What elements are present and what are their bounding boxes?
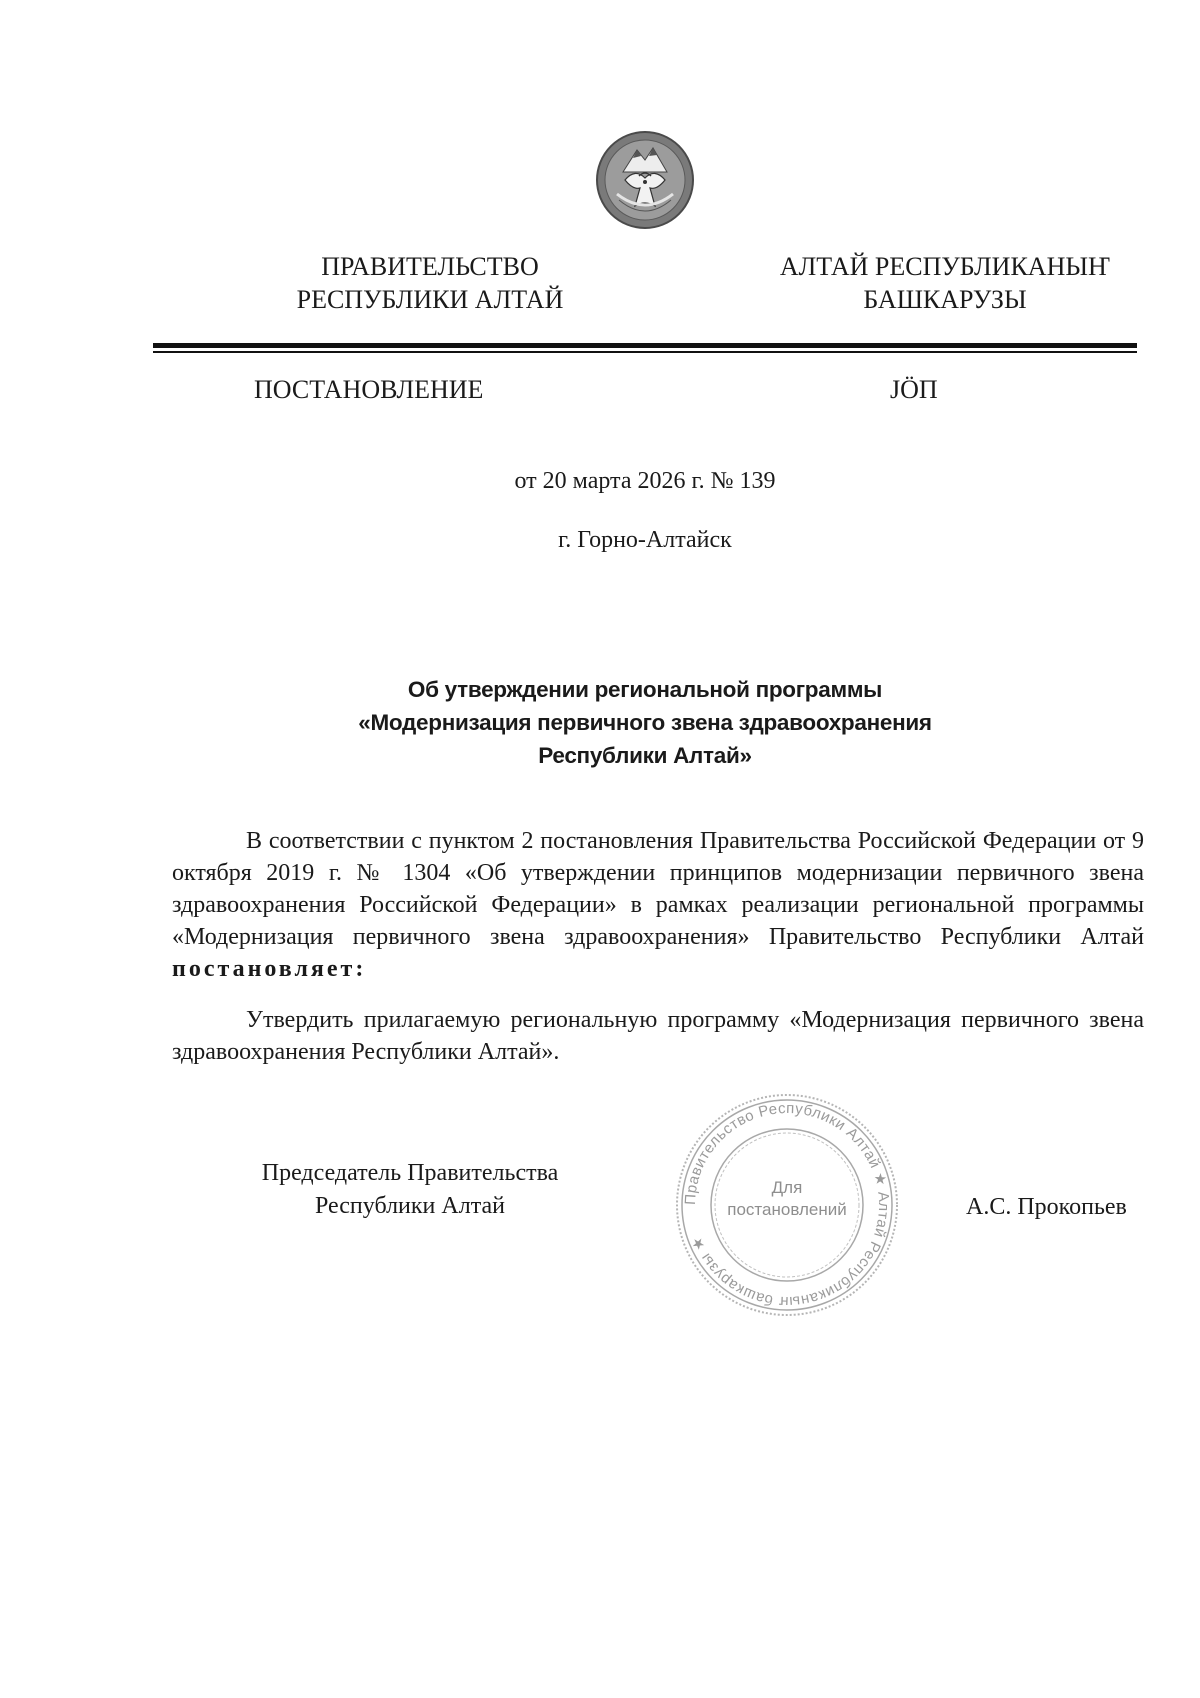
- document-city: г. Горно-Алтайск: [558, 527, 732, 553]
- coat-of-arms-icon: [595, 130, 695, 230]
- header-ru: [200, 250, 660, 316]
- title-line2: «Модернизация первичного звена здравоохранения: [358, 710, 932, 735]
- signer-position-line1: Председатель Правительства: [261, 1160, 559, 1186]
- para1-text: В соответствии с пунктом 2 постановления Правительства Российской Федерации от 9 октября 2019 г. № 1304 «Об утверждении принципов модернизации первичного звена здравоохранения Российской Федерации» в рамках реализации региональной программы «Модернизация первичного звена здравоохранения» Правительство Республики Алтай: [172, 828, 1144, 950]
- signer-position-line2: Республики Алтай: [315, 1193, 505, 1219]
- signer-position: [240, 1157, 580, 1223]
- header-divider-thin: [153, 351, 1137, 353]
- header-alt-line1: АЛТАЙ РЕСПУБЛИКАНЫҤ: [779, 252, 1111, 281]
- decree-word: постановляет:: [172, 956, 367, 982]
- header-ru-line2: РЕСПУБЛИКИ АЛТАЙ: [296, 285, 564, 314]
- title-line3: Республики Алтай»: [538, 743, 752, 768]
- title-line1: Об утверждении региональной программы: [407, 677, 883, 702]
- document-date: от 20 марта 2026 г. № 139: [514, 468, 776, 494]
- stamp-center-line2: постановлений: [727, 1200, 847, 1219]
- official-stamp: [672, 1090, 902, 1320]
- doc-type-alt: JӦП: [890, 375, 938, 404]
- document-title: [200, 673, 1090, 772]
- header-ru-line1: ПРАВИТЕЛЬСТВО: [321, 252, 539, 281]
- doc-type-ru: ПОСТАНОВЛЕНИЕ: [254, 375, 484, 404]
- signer-name: А.С. Прокопьев: [966, 1194, 1127, 1220]
- header-alt-line2: БАШКАРУЗЫ: [863, 285, 1027, 314]
- para2-text: Утвердить прилагаемую региональную программу «Модернизация первичного звена здравоохранения Республики Алтай».: [172, 1007, 1144, 1065]
- header-alt: [735, 250, 1155, 316]
- body-paragraph-1: [172, 825, 1144, 985]
- header-divider-thick: [153, 343, 1137, 348]
- stamp-center-line1: Для: [771, 1178, 803, 1197]
- body-paragraph-2: [172, 1004, 1144, 1068]
- stamp-outer-text: Правительство Республики Алтай ★ Алтай Республиканыҥ башкарузы ★: [681, 1099, 893, 1311]
